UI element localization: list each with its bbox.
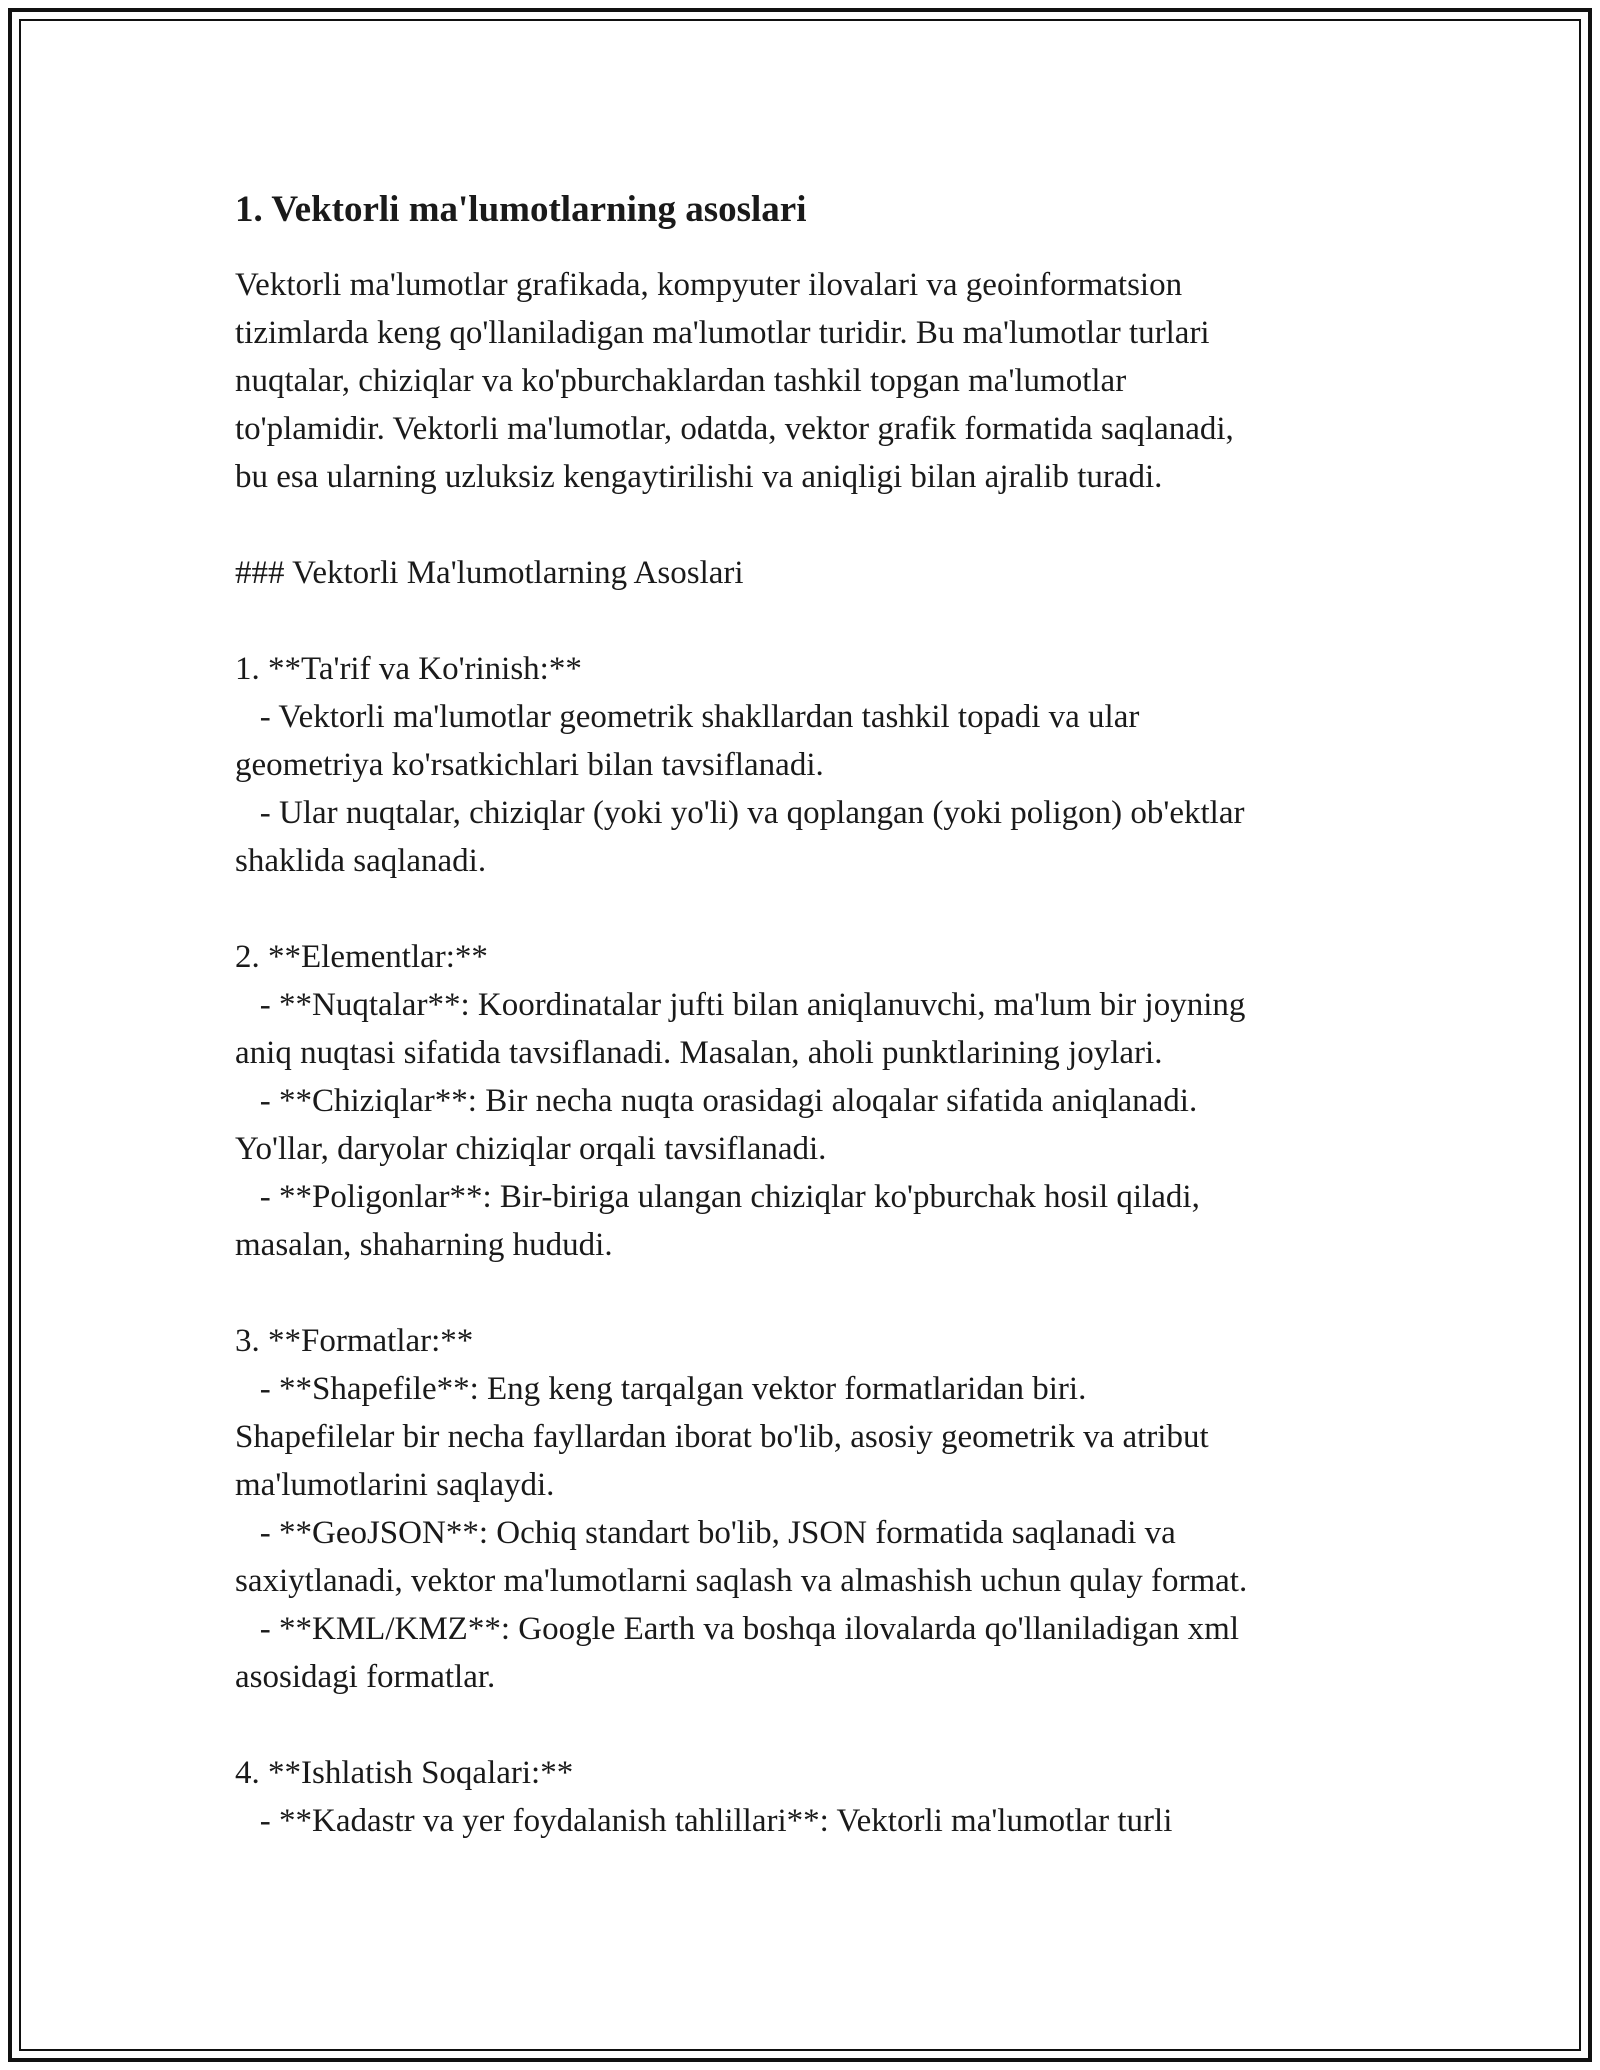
text-line: ### Vektorli Ma'lumotlarning Asoslari (235, 555, 744, 591)
blank-line (235, 597, 1375, 645)
text-line: shaklida saqlanadi. (235, 843, 487, 879)
text-line: geometriya ko'rsatkichlari bilan tavsiflanadi. (235, 747, 824, 783)
text-line: to'plamidir. Vektorli ma'lumotlar, odatda, vektor grafik formatida saqlanadi, (235, 411, 1234, 447)
text-line: - Vektorli ma'lumotlar geometrik shakllardan tashkil topadi va ular (235, 699, 1140, 735)
blank-line (235, 885, 1375, 933)
text-line: 1. **Ta'rif va Ko'rinish:** (235, 651, 582, 687)
document-text (235, 261, 1375, 1845)
text-line: Shapefilelar bir necha fayllardan iborat bo'lib, asosiy geometrik va atribut (235, 1419, 1209, 1455)
text-line: Vektorli ma'lumotlar grafikada, kompyuter ilovalari va geoinformatsion (235, 267, 1183, 303)
text-line: tizimlarda keng qo'llaniladigan ma'lumotlar turidir. Bu ma'lumotlar turlari (235, 315, 1210, 351)
text-line: - **Poligonlar**: Bir-biriga ulangan chiziqlar ko'pburchak hosil qiladi, (235, 1179, 1200, 1215)
text-line: - Ular nuqtalar, chiziqlar (yoki yo'li) va qoplangan (yoki poligon) ob'ektlar (235, 795, 1245, 831)
text-line: - **KML/KMZ**: Google Earth va boshqa ilovalarda qo'llaniladigan xml (235, 1611, 1239, 1647)
text-line: bu esa ularning uzluksiz kengaytirilishi va aniqligi bilan ajralib turadi. (235, 459, 1163, 495)
text-line: saxiytlanadi, vektor ma'lumotlarni saqlash va almashish uchun qulay format. (235, 1563, 1248, 1599)
blank-line (235, 501, 1375, 549)
text-line: - **Chiziqlar**: Bir necha nuqta orasidagi aloqalar sifatida aniqlanadi. (235, 1083, 1198, 1119)
text-line: masalan, shaharning hududi. (235, 1227, 613, 1263)
text-line: - **Kadastr va yer foydalanish tahlillari**: Vektorli ma'lumotlar turli (235, 1803, 1173, 1839)
text-line: ma'lumotlarini saqlaydi. (235, 1467, 555, 1503)
text-line: 3. **Formatlar:** (235, 1323, 474, 1359)
text-line: aniq nuqtasi sifatida tavsiflanadi. Masalan, aholi punktlarining joylari. (235, 1035, 1163, 1071)
text-line: - **Nuqtalar**: Koordinatalar jufti bilan aniqlanuvchi, ma'lum bir joyning (235, 987, 1246, 1023)
blank-line (235, 1701, 1375, 1749)
document-body (235, 186, 1375, 1845)
text-line: nuqtalar, chiziqlar va ko'pburchaklardan tashkil topgan ma'lumotlar (235, 363, 1127, 399)
text-line: asosidagi formatlar. (235, 1659, 496, 1695)
text-line: 2. **Elementlar:** (235, 939, 488, 975)
text-line: 4. **Ishlatish Soqalari:** (235, 1755, 574, 1791)
text-line: - **Shapefile**: Eng keng tarqalgan vektor formatlaridan biri. (235, 1371, 1087, 1407)
blank-line (235, 1269, 1375, 1317)
text-line: - **GeoJSON**: Ochiq standart bo'lib, JSON formatida saqlanadi va (235, 1515, 1176, 1551)
text-line: Yo'llar, daryolar chiziqlar orqali tavsiflanadi. (235, 1131, 827, 1167)
document-title: 1. Vektorli ma'lumotlarning asoslari (235, 189, 807, 230)
